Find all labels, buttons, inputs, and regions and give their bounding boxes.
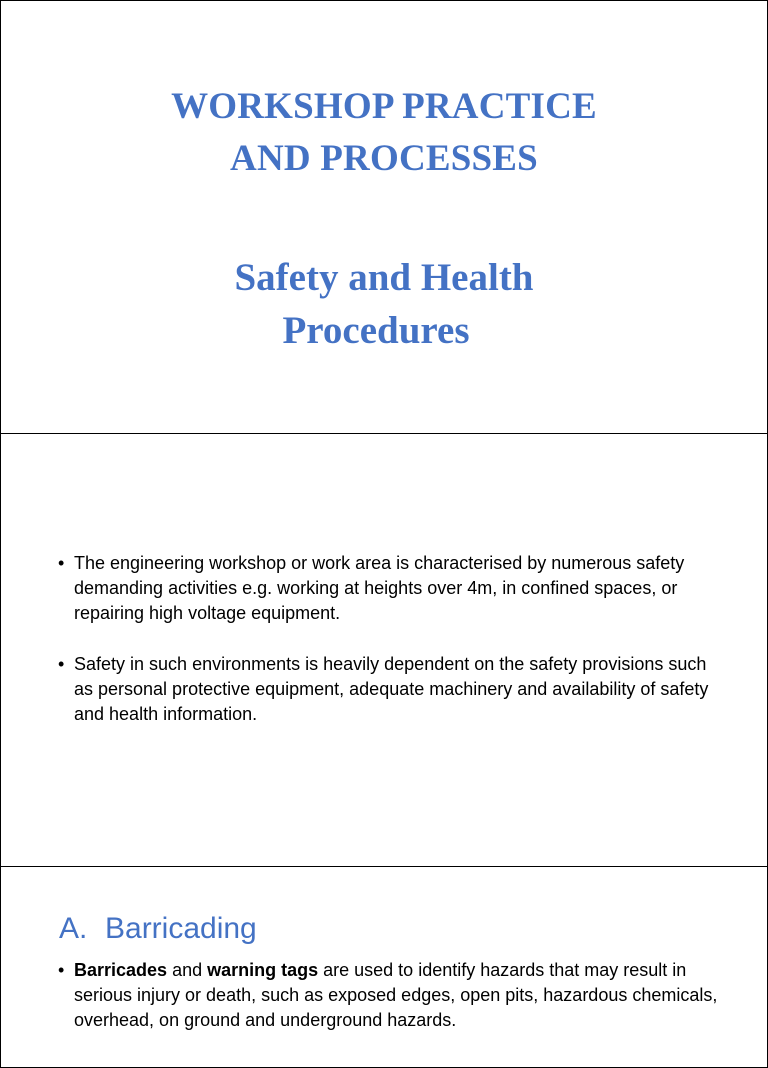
list-item bbox=[58, 958, 727, 1033]
bullet-text: are used to identify hazards that may result in serious injury or death, such as exposed edges, open pits, hazardous chemicals, overhead, on ground and underground hazards. bbox=[74, 960, 718, 1030]
term-warning-tags: warning tags bbox=[207, 960, 319, 980]
subtitle-line-2: Procedures bbox=[282, 309, 470, 352]
bullet-text: The engineering workshop or work area is characterised by numerous safety demanding activities e.g. working at heights over 4m, in confined spaces, or repairing high voltage equipment. bbox=[74, 553, 685, 623]
section-number: A. bbox=[59, 912, 88, 945]
bullet-icon: • bbox=[58, 553, 65, 573]
barricading-slide bbox=[0, 866, 768, 1068]
title-slide bbox=[0, 0, 768, 434]
bullet-text-connector: and bbox=[167, 960, 208, 980]
intro-bullet-list bbox=[58, 551, 727, 753]
subtitle-line-1: Safety and Health bbox=[234, 256, 534, 299]
barricading-bullet-list bbox=[58, 958, 727, 1033]
title-line-1: WORKSHOP PRACTICE bbox=[171, 86, 597, 127]
bullet-icon: • bbox=[58, 654, 65, 674]
section-heading bbox=[59, 911, 257, 947]
document-title bbox=[1, 81, 767, 185]
document-subtitle bbox=[1, 251, 767, 357]
bullet-icon: • bbox=[58, 960, 65, 980]
section-title: Barricading bbox=[105, 912, 257, 945]
list-item bbox=[58, 652, 727, 727]
list-item bbox=[58, 551, 727, 626]
intro-slide bbox=[0, 433, 768, 867]
title-line-2: AND PROCESSES bbox=[230, 138, 538, 179]
bullet-text: Safety in such environments is heavily dependent on the safety provisions such as personal protective equipment, adequate machinery and availability of safety and health information. bbox=[74, 654, 709, 724]
term-barricades: Barricades bbox=[74, 960, 168, 980]
